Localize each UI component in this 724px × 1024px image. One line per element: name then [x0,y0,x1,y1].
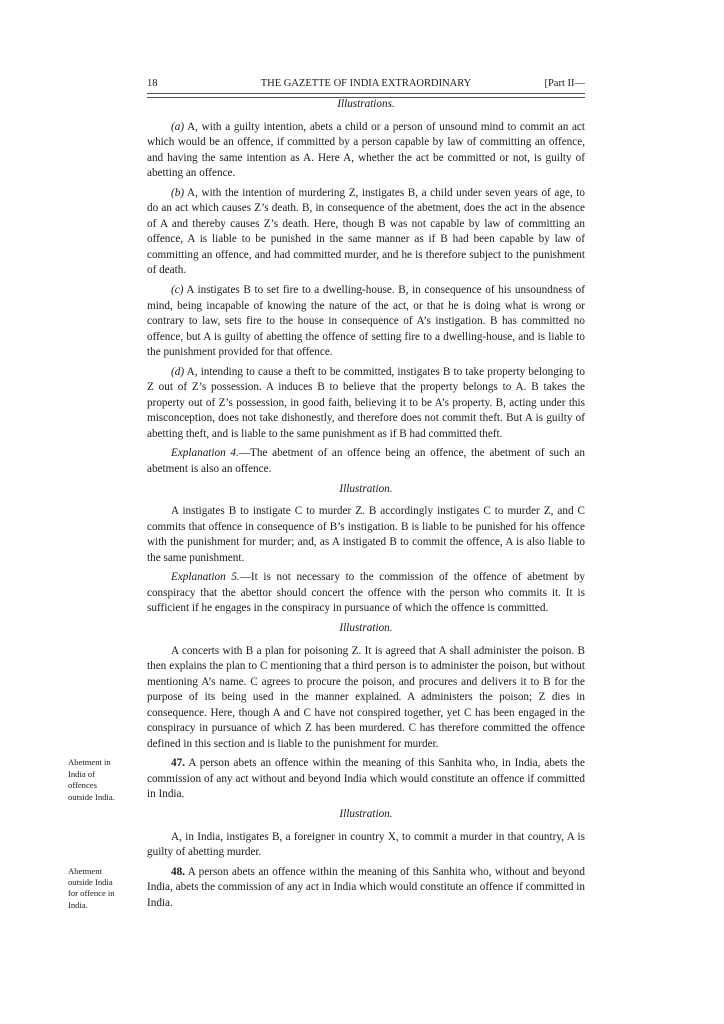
side-note-line: Abetment in [68,757,111,768]
section-48-text: A person abets an offence within the meaning of this Sanhita who, without and beyond India, abets the commission of any act in India which would constitute an offence if committed in India. [147,865,585,909]
illustration-d-label: (d) [171,365,185,378]
explanation-4-label: Explanation 4. [171,447,239,460]
side-note-line: for offence in [68,888,115,899]
explanation-4 [147,446,585,477]
explanation-5-label: Explanation 5. [171,571,240,584]
illustration-f: A concerts with B a plan for poisoning Z. It is agreed that A shall administer the poison. B then explains the plan to C mentioning that a third person is to administer the poison, but without mentioning A’s name. C agrees to procure the poison, and procures and delivers it to B for the purpose of its being used in the manner explained. A administers the poison; Z dies in consequence. Here, though A and C have not conspired together, yet C has been engaged in the conspiracy in pursuance of which Z has been murdered. C has therefore committed the offence defined in this section and is liable to the punishment for murder. [147,644,585,750]
side-note-section-48 [68,866,138,912]
illustration-heading-1: Illustration. [339,482,393,495]
illustration-c-label: (c) [171,284,184,297]
illustration-b-label: (b) [171,186,185,199]
illustration-e: A instigates B to instigate C to murder Z. B accordingly instigates C to murder Z, and C commits that offence in consequence of B’s instigation. B is liable to be punished for his offence with the punishment for murder; and, as A instigated B to commit the offence, A is also liable to the same punishment. [147,505,585,564]
section-47-text: A person abets an offence within the meaning of this Sanhita who, in India, abets the commission of any act without and beyond India which would constitute an offence if committed in India. [147,757,585,801]
illustration-d [147,365,585,443]
illustrations-heading: Illustrations. [337,98,395,110]
illustration-a-label: (a) [171,120,185,133]
side-note-section-47 [68,757,138,803]
illustration-a-text: A, with a guilty intention, abets a child or a person of unsound mind to commit an act which would be an offence, if committed by a person capable by law of committing an offence, and having the same intention as A. Here A, whether the act be committed or not, is guilty of abetting an offence. [147,120,585,180]
side-note-line: India of [68,768,95,779]
illustration-a [147,120,585,182]
side-note-line: offences [68,780,97,791]
side-note-line: Abetment [68,865,102,876]
side-note-line: India. [68,899,88,910]
section-48 [147,865,585,912]
page-number: 18 [147,78,158,89]
illustration-b [147,186,585,279]
section-48-number: 48. [171,865,185,878]
explanation-5-text: —It is not necessary to the commission of the offence of abetment by conspiracy that the abettor should concert the offence with the person who commits it. It is sufficient if he engages in the conspiracy in pursuance of which the offence is committed. [147,571,586,615]
side-note-line: outside India. [68,791,115,802]
explanation-4-text: —The abetment of an offence being an offence, the abetment of such an abetment is also an offence. [147,447,585,476]
part-label: [Part II— [544,78,585,89]
section-47-number: 47. [171,757,185,770]
illustration-c [147,283,585,361]
illustration-heading-2: Illustration. [339,621,393,634]
illustration-g: A, in India, instigates B, a foreigner in country X, to commit a murder in that country, A is guilty of abetting murder. [147,830,585,859]
section-47 [147,756,585,803]
illustration-b-text: A, with the intention of murdering Z, instigates B, a child under seven years of age, to do an act which causes Z’s death. B, in consequence of the abetment, does the act in the absence of A and thereby causes Z’s death. Here, though B was not capable by law of committing an offence, A is liable to be punished in the same manner as if B had been capable by law of committing an offence, and had committed murder, and he is therefore subject to the punishment of death. [147,186,585,277]
illustration-heading-3: Illustration. [339,807,393,820]
illustration-c-text: A instigates B to set fire to a dwelling-house. B, in consequence of his unsoundness of mind, being incapable of knowing the nature of the act, or that he is doing what is wrong or contrary to law, sets fire to the house in consequence of A’s instigation. B has committed no offence, but A is guilty of abetting the offence of setting fire to a dwelling-house, and is liable to the punishment provided for that offence. [147,284,585,359]
side-note-line: outside India [68,877,113,888]
main-text-column [147,97,585,915]
illustration-d-text: A, intending to cause a theft to be committed, instigates B to take property belonging to Z out of Z’s possession. A induces B to believe that the property belongs to A. B takes the property out of Z’s possession, in good faith, believing it to be A’s property. B, acting under this misconception, does not take dishonestly, and therefore does not commit theft. But A is guilty of abetting theft, and is liable to the same punishment as if B had committed theft. [147,365,585,440]
explanation-5 [147,570,585,617]
gazette-title: THE GAZETTE OF INDIA EXTRAORDINARY [260,78,472,89]
running-header [147,78,585,94]
